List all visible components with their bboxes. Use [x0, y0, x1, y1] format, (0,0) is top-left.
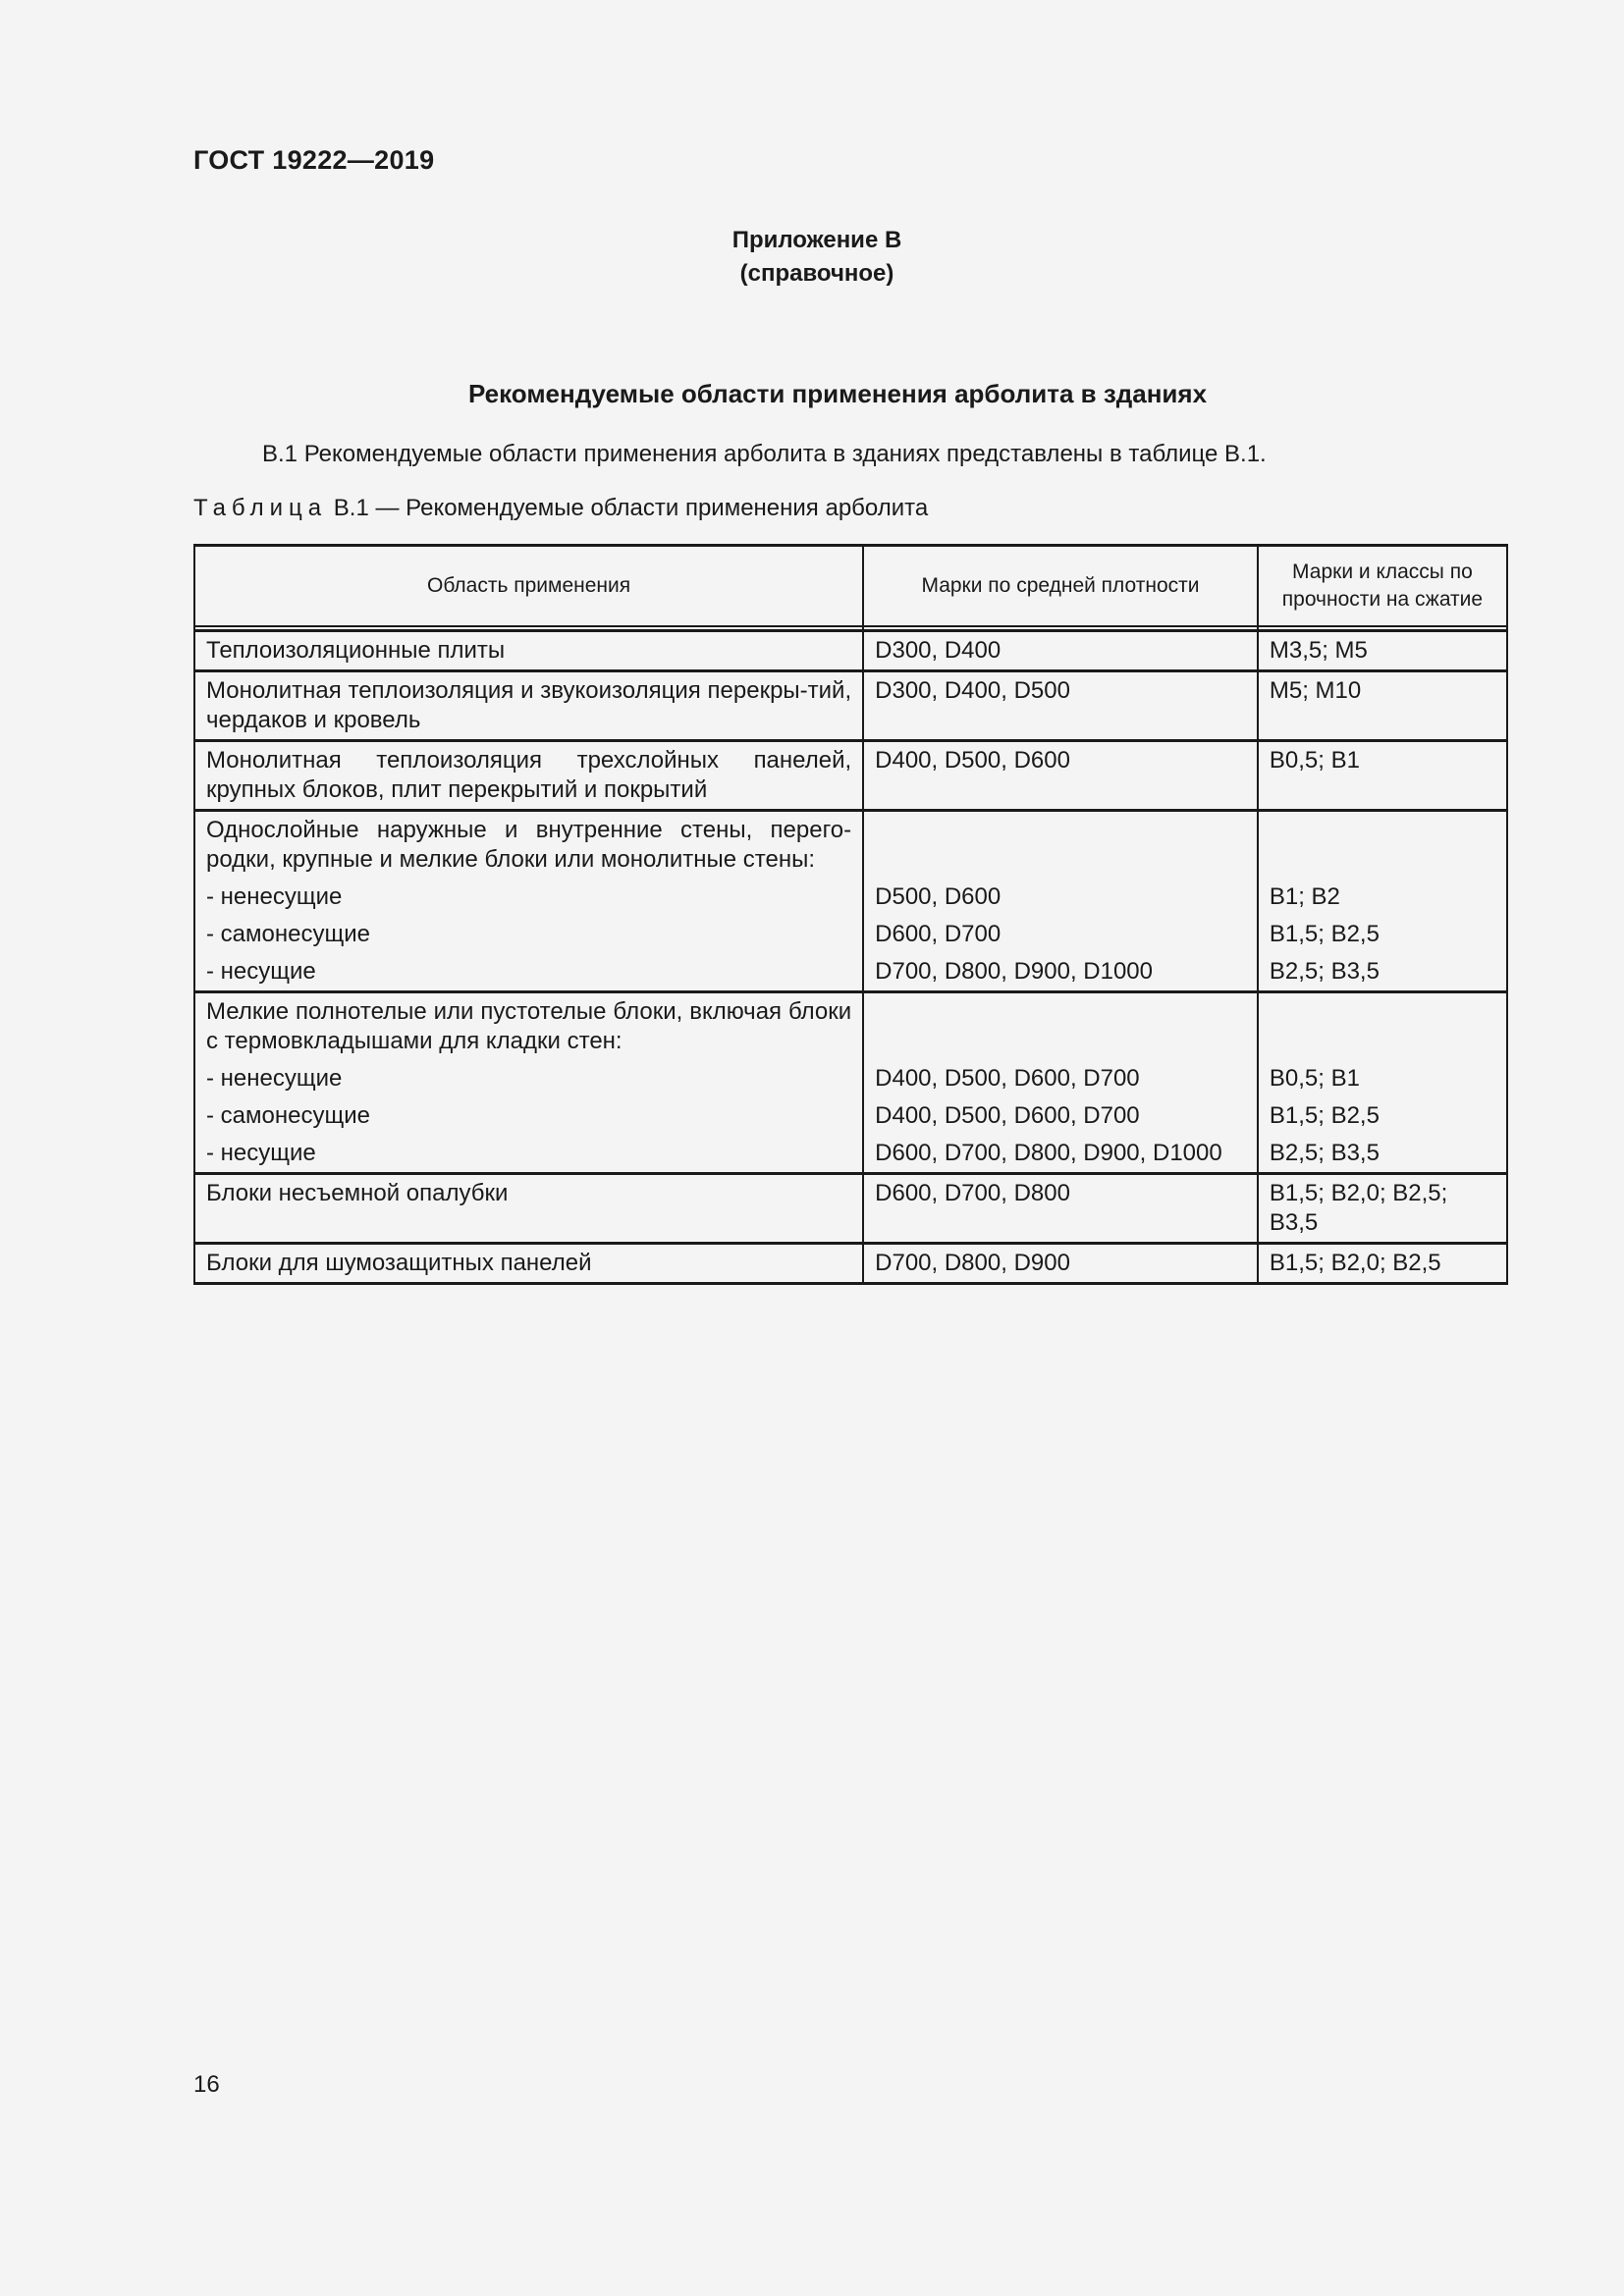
table-row-group [194, 741, 1507, 811]
cell-area: - ненесущие [194, 1060, 863, 1097]
cell-strength: В2,5; В3,5 [1258, 953, 1507, 992]
table-caption [193, 495, 928, 522]
cell-area: Однослойные наружные и внутренние стены, перего-родки, крупные и мелкие блоки или монолитные стены: [194, 811, 863, 880]
cell-density: D400, D500, D600 [863, 741, 1258, 811]
table-row-group [194, 671, 1507, 741]
cell-strength: В1,5; В2,5 [1258, 1097, 1507, 1135]
cell-strength [1258, 811, 1507, 880]
cell-area: - самонесущие [194, 916, 863, 953]
cell-strength [1258, 992, 1507, 1061]
table-row [194, 992, 1507, 1061]
cell-density: D400, D500, D600, D700 [863, 1097, 1258, 1135]
section-title [0, 379, 1624, 409]
document-code: ГОСТ 19222—2019 [193, 145, 435, 175]
table-row-group [194, 1244, 1507, 1284]
cell-strength: В1; В2 [1258, 879, 1507, 916]
appendix-title: Приложение В [731, 227, 902, 253]
table-subrow [194, 1060, 1507, 1097]
table-subrow [194, 916, 1507, 953]
table-subrow [194, 953, 1507, 992]
table-header-row [194, 546, 1507, 627]
table-row [194, 631, 1507, 671]
cell-density [863, 811, 1258, 880]
table-subrow [194, 1097, 1507, 1135]
cell-density: D600, D700 [863, 916, 1258, 953]
appendix-subtitle: (справочное) [739, 260, 894, 287]
header-density: Марки по средней плотности [863, 546, 1258, 627]
cell-strength: М5; М10 [1258, 671, 1507, 741]
appendix-heading [0, 224, 1624, 291]
table-row-group [194, 811, 1507, 992]
table-row-group [194, 1174, 1507, 1244]
cell-strength: М3,5; М5 [1258, 631, 1507, 671]
cell-density: D400, D500, D600, D700 [863, 1060, 1258, 1097]
header-strength: Марки и классы по прочности на сжатие [1258, 546, 1507, 627]
cell-area: - ненесущие [194, 879, 863, 916]
cell-area: Теплоизоляционные плиты [194, 631, 863, 671]
cell-density: D300, D400 [863, 631, 1258, 671]
cell-strength: В1,5; В2,5 [1258, 916, 1507, 953]
cell-density [863, 992, 1258, 1061]
cell-strength: В1,5; В2,0; В2,5; В3,5 [1258, 1174, 1507, 1244]
cell-area: - несущие [194, 1135, 863, 1174]
cell-density: D600, D700, D800 [863, 1174, 1258, 1244]
cell-area: Монолитная теплоизоляция и звукоизоляция перекры-тий, чердаков и кровель [194, 671, 863, 741]
cell-area: Монолитная теплоизоляция трехслойных панелей, крупных блоков, плит перекрытий и покрытий [194, 741, 863, 811]
table-caption-text: В.1 — Рекомендуемые области применения арболита [333, 495, 929, 521]
table-row [194, 1244, 1507, 1284]
table-row [194, 741, 1507, 811]
cell-density: D500, D600 [863, 879, 1258, 916]
cell-area: - самонесущие [194, 1097, 863, 1135]
cell-density: D700, D800, D900, D1000 [863, 953, 1258, 992]
table-row [194, 671, 1507, 741]
cell-area: - несущие [194, 953, 863, 992]
table-subrow [194, 1135, 1507, 1174]
section-title-text: Рекомендуемые области применения арболита в зданиях [467, 379, 1208, 408]
table-subrow [194, 879, 1507, 916]
cell-density: D600, D700, D800, D900, D1000 [863, 1135, 1258, 1174]
applications-table [193, 544, 1508, 1285]
table-row-group [194, 992, 1507, 1174]
table-row [194, 811, 1507, 880]
table-caption-label: Таблица [193, 495, 328, 521]
page-number: 16 [193, 2071, 220, 2098]
cell-strength: В1,5; В2,0; В2,5 [1258, 1244, 1507, 1284]
table-row [194, 1174, 1507, 1244]
cell-strength: В2,5; В3,5 [1258, 1135, 1507, 1174]
cell-strength: В0,5; В1 [1258, 741, 1507, 811]
cell-density: D700, D800, D900 [863, 1244, 1258, 1284]
cell-area: Блоки для шумозащитных панелей [194, 1244, 863, 1284]
cell-density: D300, D400, D500 [863, 671, 1258, 741]
header-area: Область применения [194, 546, 863, 627]
cell-area: Блоки несъемной опалубки [194, 1174, 863, 1244]
table-row-group [194, 631, 1507, 671]
cell-area: Мелкие полнотелые или пустотелые блоки, включая блоки с термовкладышами для кладки стен: [194, 992, 863, 1061]
cell-strength: В0,5; В1 [1258, 1060, 1507, 1097]
intro-paragraph: В.1 Рекомендуемые области применения арболита в зданиях представлены в таблице В.1. [262, 441, 1267, 467]
